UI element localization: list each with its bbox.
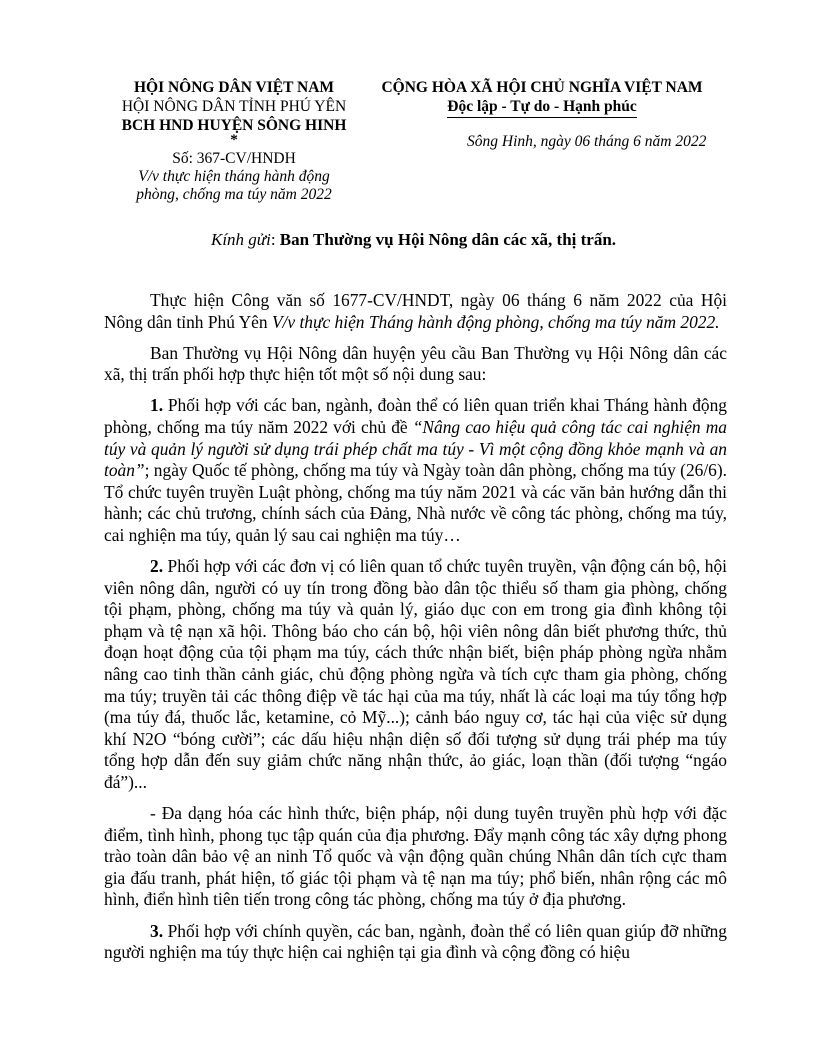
document-body — [104, 290, 727, 973]
subject-line-1: V/v thực hiện tháng hành động — [138, 168, 330, 185]
header-right — [360, 78, 724, 118]
paragraph-5: - Đa dạng hóa các hình thức, biện pháp, nội dung tuyên truyền phù hợp với đặc điểm, tình hình, phong tục tập quán của địa phương. Đẩy mạnh công tác xây dựng phong trào toàn dân bảo vệ an ninh Tổ quốc và vận động quần chúng Nhân dân tích cực tham gia đấu tranh, phát hiện, tố giác tội phạm và tệ nạn ma túy; phổ biến, nhân rộng các mô hình, điển hình tiên tiến trong công tác phòng, chống ma túy ở địa phương. — [104, 803, 727, 910]
org-district: BCH HND HUYỆN SÔNG HINH — [121, 117, 347, 134]
org-national: HỘI NÔNG DÂN VIỆT NAM — [133, 79, 335, 96]
document-number: Số: 367-CV/HNDH — [172, 150, 296, 167]
p6-text: Phối hợp với chính quyền, các ban, ngành, đoàn thể có liên quan giúp đỡ những người nghiện ma túy thực hiện cai nghiện tại gia đình và cộng đồng có hiệu — [104, 920, 727, 963]
recipient-label: Kính gửi — [211, 230, 271, 249]
date-line: Sông Hinh, ngày 06 tháng 6 năm 2022 — [467, 133, 707, 150]
paragraph-1 — [104, 290, 727, 333]
recipient-name: Ban Thường vụ Hội Nông dân các xã, thị trấn. — [279, 230, 617, 249]
subject-line-2: phòng, chống ma túy năm 2022 — [136, 186, 332, 203]
header-star: * — [230, 132, 238, 148]
national-motto: Độc lập - Tự do - Hạnh phúc — [447, 97, 636, 118]
item-number-1: 1. — [150, 395, 164, 416]
p3-text-a: Phối hợp với các ban, ngành, đoàn thể có liên quan triển khai Tháng hành động phòng, chống ma túy năm 2022 với chủ đề — [104, 395, 727, 437]
recipient-line — [211, 230, 616, 250]
paragraph-3 — [104, 395, 727, 546]
header-left — [100, 78, 368, 204]
p1-text: Thực hiện Công văn số 1677-CV/HNDT, ngày 06 tháng 6 năm 2022 của Hội Nông dân tỉnh Phú Yên — [104, 290, 727, 332]
country-name: CỘNG HÒA XÃ HỘI CHỦ NGHĨA VIỆT NAM — [381, 79, 703, 96]
recipient-sep: : — [270, 230, 280, 249]
paragraph-2: Ban Thường vụ Hội Nông dân huyện yêu cầu Ban Thường vụ Hội Nông dân các xã, thị trấn phối hợp thực hiện tốt một số nội dung sau: — [104, 342, 727, 385]
p3-theme: “Nâng cao hiệu quả công tác cai nghiện ma túy và quản lý người sử dụng trái phép chất ma túy - Vì một cộng đồng khỏe mạnh và an toàn” — [104, 416, 727, 481]
p3-text-b: ; ngày Quốc tế phòng, chống ma túy và Ngày toàn dân phòng, chống ma túy (26/6). Tổ chức tuyên truyền Luật phòng, chống ma túy năm 2021 và các văn bản hướng dẫn thi hành; các chủ trương, chính sách của Đảng, Nhà nước về công tác phòng, chống ma túy, cai nghiện ma túy, quản lý sau cai nghiện ma túy… — [104, 460, 727, 545]
org-province: HỘI NÔNG DÂN TỈNH PHÚ YÊN — [121, 98, 347, 115]
paragraph-4 — [104, 556, 727, 794]
item-number-2: 2. — [150, 556, 164, 577]
item-number-3: 3. — [150, 920, 164, 941]
p4-text: Phối hợp với các đơn vị có liên quan tổ chức tuyên truyền, vận động cán bộ, hội viên nông dân, người có uy tín trong đồng bào dân tộc thiểu số tham gia phòng, chống tội phạm, phòng, chống ma túy và quản lý, giáo dục con em trong gia đình không tội phạm và tệ nạn xã hội. Thông báo cho cán bộ, hội viên nông dân biết phương thức, thủ đoạn hoạt động của tội phạm ma túy, cách thức nhận biết, biện pháp phòng ngừa nhằm nâng cao tinh thần cảnh giác, chủ động phòng ngừa và tích cực tham gia phòng, chống ma túy; truyền tải các thông điệp về tác hại của ma túy, nhất là các loại ma túy tổng hợp (ma túy đá, thuốc lắc, ketamine, cỏ Mỹ...); cảnh báo nguy cơ, tác hại của việc sử dụng khí N2O “bóng cười”; các dấu hiệu nhận diện số đối tượng sử dụng trái phép ma túy tổng hợp dẫn đến suy giảm chức năng nhận thức, ảo giác, loạn thần (đối tượng “ngáo đá”)... — [104, 556, 727, 792]
paragraph-6 — [104, 921, 727, 964]
p1-italic: V/v thực hiện Tháng hành động phòng, chống ma túy năm 2022. — [271, 311, 720, 332]
